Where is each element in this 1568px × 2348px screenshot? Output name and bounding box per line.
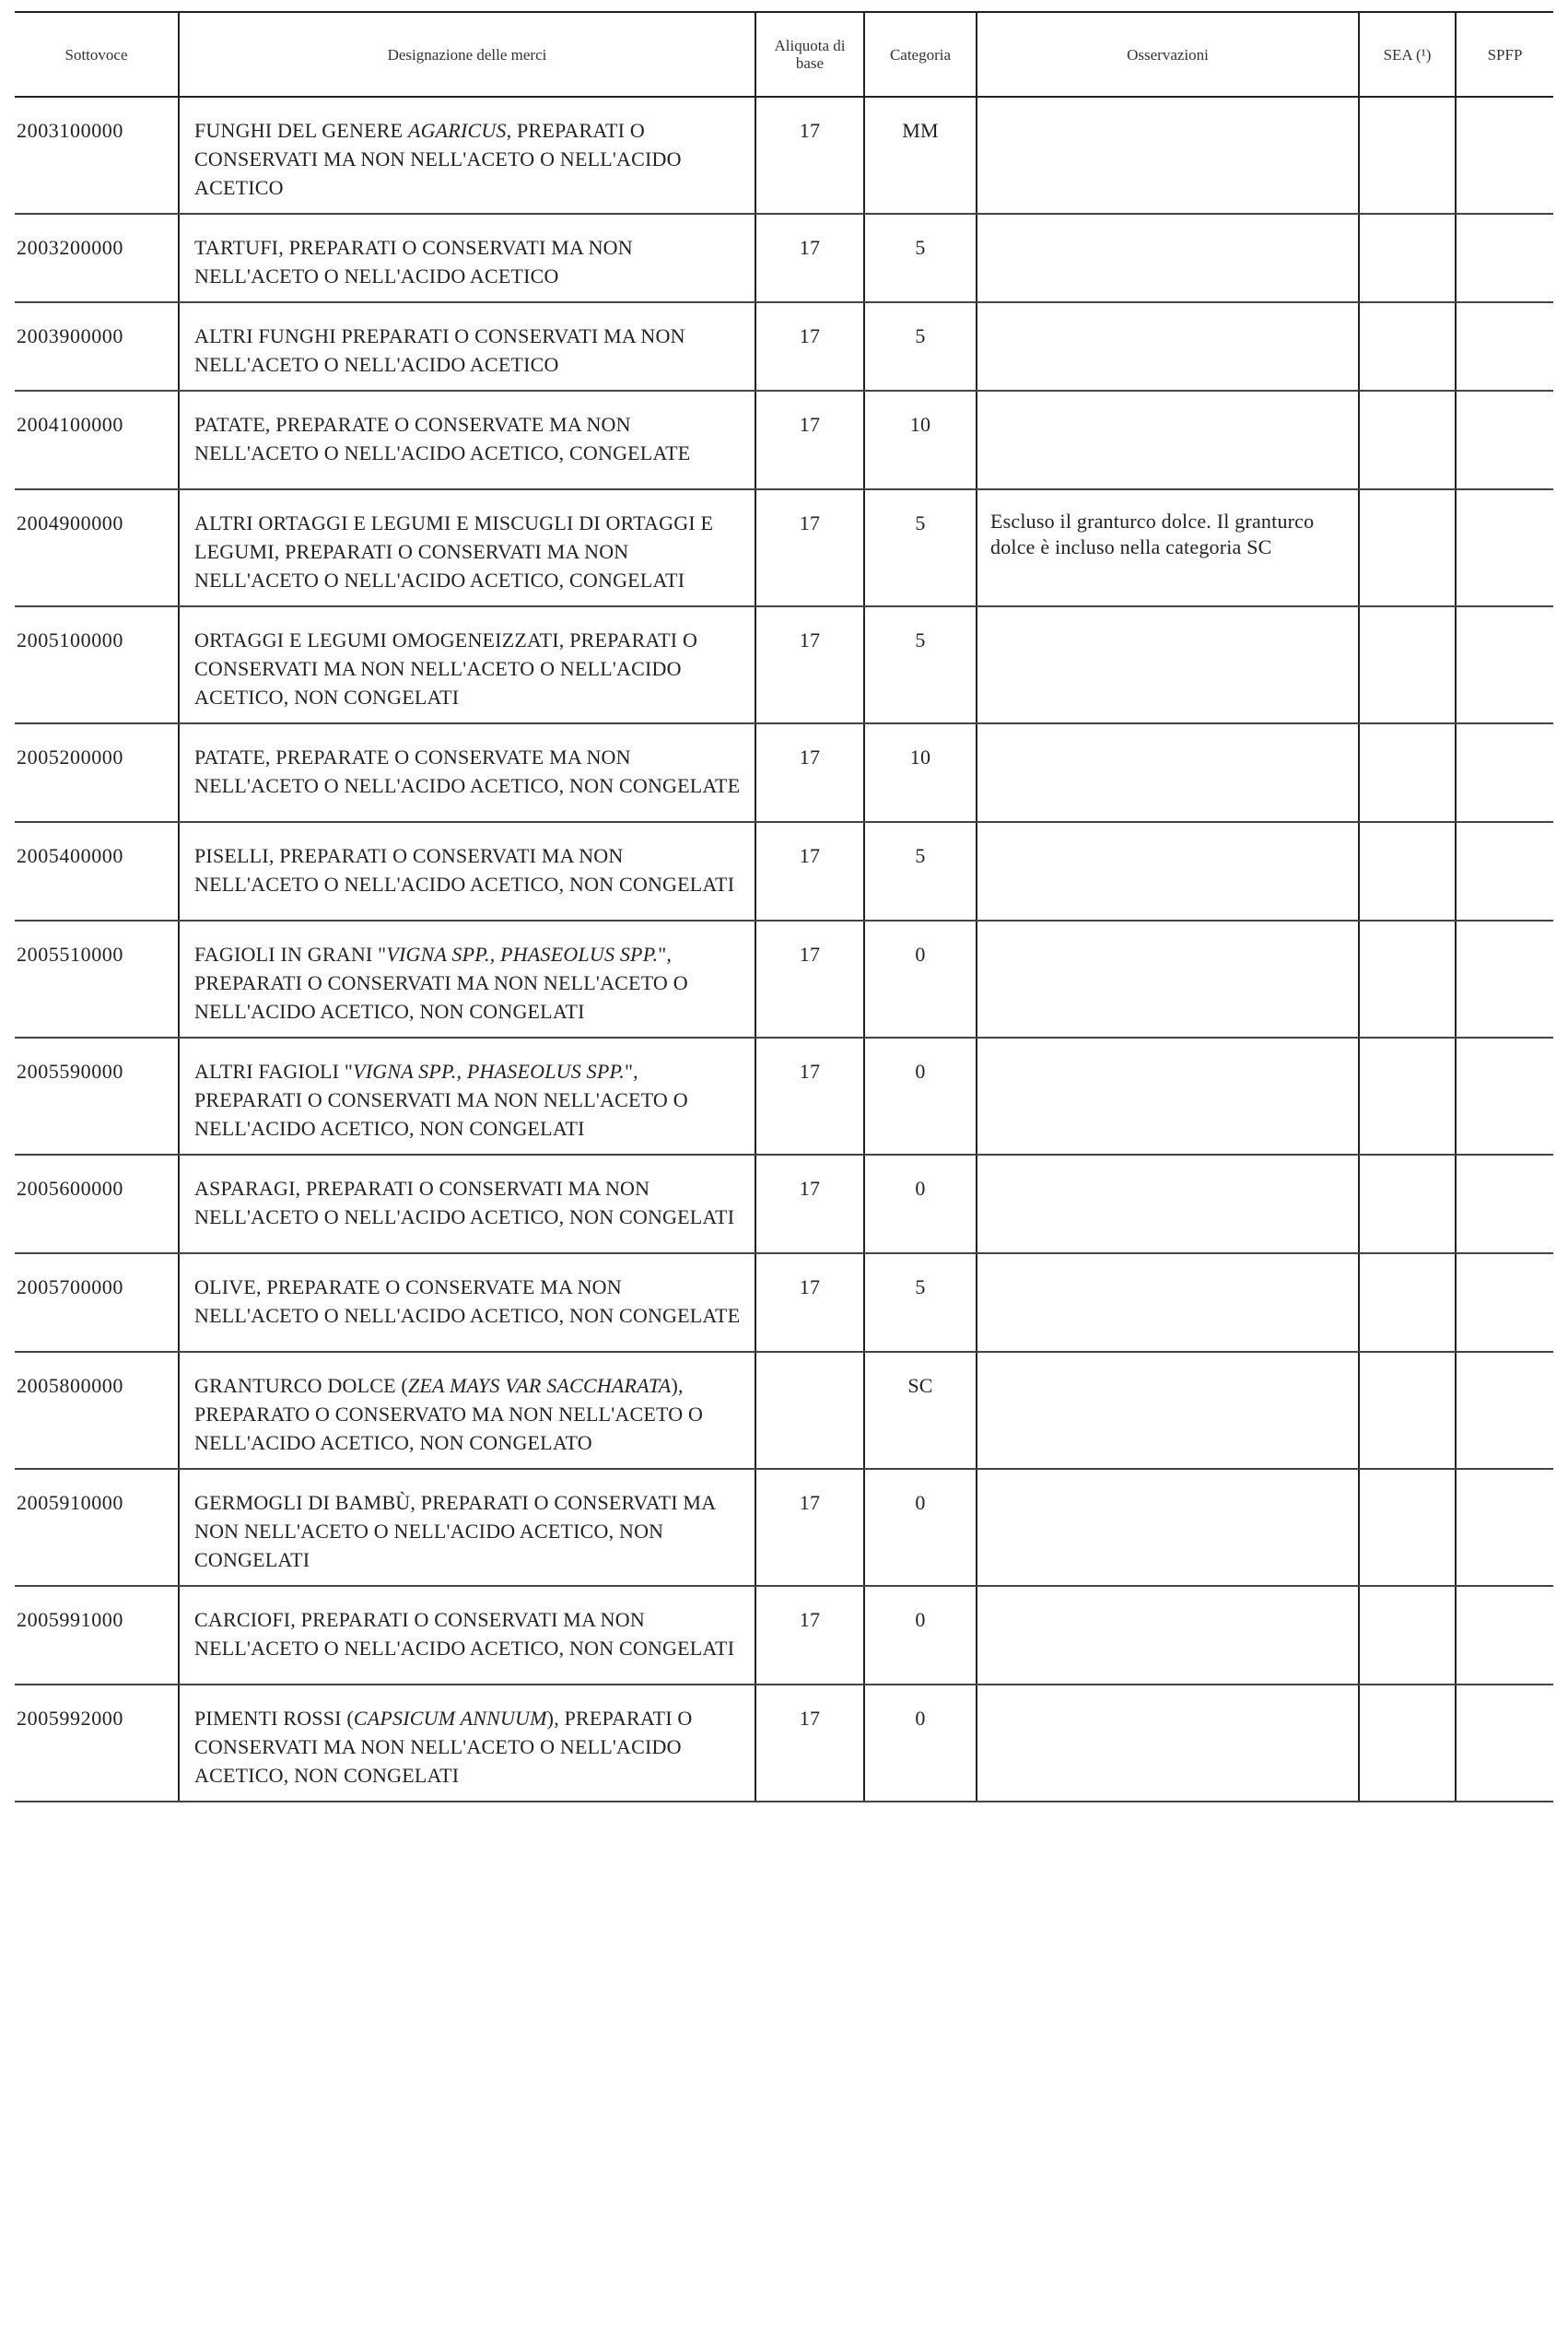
- cell-category: 5: [864, 214, 977, 302]
- cell-description: FUNGHI DEL GENERE AGARICUS, PREPARATI O CONSERVATI MA NON NELL'ACETO O NELL'ACIDO ACETICO: [179, 97, 755, 214]
- cell-observations: [977, 1352, 1359, 1469]
- cell-category: 0: [864, 921, 977, 1038]
- cell-sea: [1359, 1155, 1456, 1253]
- cell-code: 2003100000: [15, 97, 179, 214]
- cell-spfp: [1456, 606, 1553, 723]
- cell-description: GRANTURCO DOLCE (ZEA MAYS VAR SACCHARATA), PREPARATO O CONSERVATO MA NON NELL'ACETO O NELL'ACIDO ACETICO, NON CONGELATO: [179, 1352, 755, 1469]
- cell-observations: [977, 822, 1359, 921]
- cell-description: TARTUFI, PREPARATI O CONSERVATI MA NON NELL'ACETO O NELL'ACIDO ACETICO: [179, 214, 755, 302]
- cell-spfp: [1456, 1253, 1553, 1352]
- cell-category: SC: [864, 1352, 977, 1469]
- cell-rate: 17: [755, 1038, 864, 1155]
- cell-rate: 17: [755, 723, 864, 822]
- cell-sea: [1359, 606, 1456, 723]
- cell-code: 2005510000: [15, 921, 179, 1038]
- cell-sea: [1359, 391, 1456, 489]
- cell-observations: [977, 723, 1359, 822]
- cell-category: 0: [864, 1038, 977, 1155]
- cell-rate: 17: [755, 97, 864, 214]
- cell-category: 5: [864, 822, 977, 921]
- table-row: [15, 1253, 1553, 1352]
- cell-rate: 17: [755, 606, 864, 723]
- cell-category: 0: [864, 1586, 977, 1685]
- header-description: Designazione delle merci: [179, 12, 755, 97]
- table-row: [15, 1155, 1553, 1253]
- cell-code: 2003200000: [15, 214, 179, 302]
- table-row: [15, 1469, 1553, 1586]
- cell-sea: [1359, 489, 1456, 606]
- cell-sea: [1359, 1038, 1456, 1155]
- cell-spfp: [1456, 822, 1553, 921]
- cell-code: 2005910000: [15, 1469, 179, 1586]
- cell-spfp: [1456, 1155, 1553, 1253]
- cell-description: PIMENTI ROSSI (CAPSICUM ANNUUM), PREPARATI O CONSERVATI MA NON NELL'ACETO O NELL'ACIDO ACETICO, NON CONGELATI: [179, 1685, 755, 1802]
- table-row: [15, 214, 1553, 302]
- cell-sea: [1359, 921, 1456, 1038]
- table-row: [15, 1352, 1553, 1469]
- cell-category: 0: [864, 1685, 977, 1802]
- cell-spfp: [1456, 214, 1553, 302]
- cell-observations: [977, 1586, 1359, 1685]
- header-category: Categoria: [864, 12, 977, 97]
- cell-description: PATATE, PREPARATE O CONSERVATE MA NON NELL'ACETO O NELL'ACIDO ACETICO, NON CONGELATE: [179, 723, 755, 822]
- cell-code: 2004100000: [15, 391, 179, 489]
- cell-rate: 17: [755, 1155, 864, 1253]
- cell-sea: [1359, 1469, 1456, 1586]
- cell-sea: [1359, 1352, 1456, 1469]
- cell-description: OLIVE, PREPARATE O CONSERVATE MA NON NELL'ACETO O NELL'ACIDO ACETICO, NON CONGELATE: [179, 1253, 755, 1352]
- cell-observations: [977, 1253, 1359, 1352]
- cell-sea: [1359, 302, 1456, 391]
- cell-code: 2005590000: [15, 1038, 179, 1155]
- table-row: [15, 1685, 1553, 1802]
- cell-description: PATATE, PREPARATE O CONSERVATE MA NON NELL'ACETO O NELL'ACIDO ACETICO, CONGELATE: [179, 391, 755, 489]
- table-row: [15, 921, 1553, 1038]
- table-row: [15, 1038, 1553, 1155]
- cell-category: 5: [864, 489, 977, 606]
- cell-rate: 17: [755, 921, 864, 1038]
- cell-category: 10: [864, 723, 977, 822]
- cell-category: 0: [864, 1469, 977, 1586]
- cell-description: ASPARAGI, PREPARATI O CONSERVATI MA NON NELL'ACETO O NELL'ACIDO ACETICO, NON CONGELATI: [179, 1155, 755, 1253]
- table-row: [15, 302, 1553, 391]
- table-row: [15, 97, 1553, 214]
- cell-code: 2005400000: [15, 822, 179, 921]
- cell-observations: [977, 606, 1359, 723]
- cell-rate: [755, 1352, 864, 1469]
- cell-rate: 17: [755, 1685, 864, 1802]
- cell-category: 0: [864, 1155, 977, 1253]
- cell-rate: 17: [755, 1253, 864, 1352]
- cell-description: ALTRI FUNGHI PREPARATI O CONSERVATI MA NON NELL'ACETO O NELL'ACIDO ACETICO: [179, 302, 755, 391]
- document-page: [15, 11, 1553, 1802]
- cell-observations: [977, 214, 1359, 302]
- cell-description: GERMOGLI DI BAMBÙ, PREPARATI O CONSERVATI MA NON NELL'ACETO O NELL'ACIDO ACETICO, NON CONGELATI: [179, 1469, 755, 1586]
- cell-spfp: [1456, 97, 1553, 214]
- cell-code: 2005100000: [15, 606, 179, 723]
- cell-sea: [1359, 1685, 1456, 1802]
- cell-code: 2005200000: [15, 723, 179, 822]
- cell-observations: [977, 1038, 1359, 1155]
- cell-sea: [1359, 822, 1456, 921]
- cell-spfp: [1456, 1352, 1553, 1469]
- cell-description: FAGIOLI IN GRANI "VIGNA SPP., PHASEOLUS SPP.", PREPARATI O CONSERVATI MA NON NELL'ACETO O NELL'ACIDO ACETICO, NON CONGELATI: [179, 921, 755, 1038]
- cell-observations: [977, 97, 1359, 214]
- cell-code: 2005600000: [15, 1155, 179, 1253]
- cell-category: 5: [864, 606, 977, 723]
- cell-rate: 17: [755, 489, 864, 606]
- header-spfp: SPFP: [1456, 12, 1553, 97]
- cell-observations: [977, 302, 1359, 391]
- cell-code: 2005800000: [15, 1352, 179, 1469]
- table-row: [15, 723, 1553, 822]
- table-header-row: [15, 12, 1553, 97]
- cell-description: ORTAGGI E LEGUMI OMOGENEIZZATI, PREPARATI O CONSERVATI MA NON NELL'ACETO O NELL'ACIDO ACETICO, NON CONGELATI: [179, 606, 755, 723]
- tariff-table: [15, 11, 1553, 1802]
- cell-spfp: [1456, 391, 1553, 489]
- cell-spfp: [1456, 1685, 1553, 1802]
- table-body: [15, 97, 1553, 1802]
- header-rate: Aliquota di base: [755, 12, 864, 97]
- cell-sea: [1359, 214, 1456, 302]
- cell-observations: [977, 391, 1359, 489]
- cell-description: ALTRI FAGIOLI "VIGNA SPP., PHASEOLUS SPP.", PREPARATI O CONSERVATI MA NON NELL'ACETO O NELL'ACIDO ACETICO, NON CONGELATI: [179, 1038, 755, 1155]
- cell-spfp: [1456, 1469, 1553, 1586]
- cell-rate: 17: [755, 302, 864, 391]
- cell-spfp: [1456, 723, 1553, 822]
- cell-observations: [977, 921, 1359, 1038]
- table-row: [15, 822, 1553, 921]
- cell-code: 2003900000: [15, 302, 179, 391]
- cell-rate: 17: [755, 391, 864, 489]
- cell-category: MM: [864, 97, 977, 214]
- header-code: Sottovoce: [15, 12, 179, 97]
- cell-code: 2004900000: [15, 489, 179, 606]
- cell-sea: [1359, 1253, 1456, 1352]
- cell-code: 2005700000: [15, 1253, 179, 1352]
- cell-category: 5: [864, 1253, 977, 1352]
- cell-description: PISELLI, PREPARATI O CONSERVATI MA NON NELL'ACETO O NELL'ACIDO ACETICO, NON CONGELATI: [179, 822, 755, 921]
- cell-rate: 17: [755, 214, 864, 302]
- header-sea: SEA (¹): [1359, 12, 1456, 97]
- cell-observations: [977, 1685, 1359, 1802]
- cell-category: 10: [864, 391, 977, 489]
- header-observations: Osservazioni: [977, 12, 1359, 97]
- cell-description: CARCIOFI, PREPARATI O CONSERVATI MA NON NELL'ACETO O NELL'ACIDO ACETICO, NON CONGELATI: [179, 1586, 755, 1685]
- cell-observations: [977, 1469, 1359, 1586]
- cell-spfp: [1456, 489, 1553, 606]
- cell-spfp: [1456, 302, 1553, 391]
- cell-spfp: [1456, 1586, 1553, 1685]
- cell-code: 2005992000: [15, 1685, 179, 1802]
- cell-rate: 17: [755, 822, 864, 921]
- cell-code: 2005991000: [15, 1586, 179, 1685]
- cell-observations: Escluso il granturco dolce. Il granturco dolce è incluso nella categoria SC: [977, 489, 1359, 606]
- cell-observations: [977, 1155, 1359, 1253]
- table-row: [15, 606, 1553, 723]
- table-row: [15, 489, 1553, 606]
- cell-description: ALTRI ORTAGGI E LEGUMI E MISCUGLI DI ORTAGGI E LEGUMI, PREPARATI O CONSERVATI MA NON NELL'ACETO O NELL'ACIDO ACETICO, CONGELATI: [179, 489, 755, 606]
- cell-sea: [1359, 723, 1456, 822]
- cell-spfp: [1456, 921, 1553, 1038]
- cell-rate: 17: [755, 1469, 864, 1586]
- cell-sea: [1359, 97, 1456, 214]
- cell-spfp: [1456, 1038, 1553, 1155]
- cell-sea: [1359, 1586, 1456, 1685]
- cell-rate: 17: [755, 1586, 864, 1685]
- table-row: [15, 1586, 1553, 1685]
- cell-category: 5: [864, 302, 977, 391]
- table-row: [15, 391, 1553, 489]
